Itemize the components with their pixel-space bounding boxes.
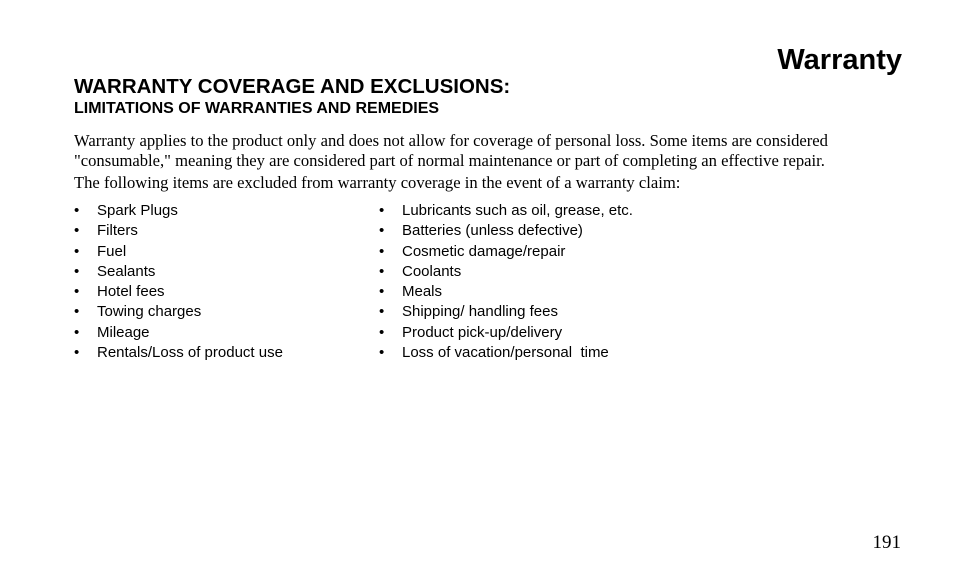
list-item-label: Shipping/ handling fees	[402, 303, 558, 321]
list-item-label: Sealants	[97, 262, 156, 280]
list-item-label: Lubricants such as oil, grease, etc.	[402, 202, 633, 219]
bullet-icon: •	[74, 222, 80, 240]
list-item-label: Product pick-up/delivery	[402, 323, 563, 341]
list-item	[74, 201, 283, 221]
bullet-icon: •	[74, 202, 80, 219]
bullet-icon: •	[379, 262, 385, 280]
list-item	[379, 242, 633, 262]
list-item	[379, 201, 633, 221]
exclusions-list-left	[74, 201, 283, 363]
bullet-icon: •	[379, 303, 385, 321]
list-item-label: Batteries (unless defective)	[402, 222, 583, 240]
list-item	[379, 302, 633, 322]
list-item	[379, 282, 633, 302]
bullet-icon: •	[74, 323, 80, 341]
list-item-label: Hotel fees	[97, 283, 165, 301]
list-item-label: Filters	[97, 222, 138, 240]
bullet-icon: •	[74, 283, 80, 301]
list-item	[74, 242, 283, 262]
list-item	[74, 302, 283, 322]
paragraph-line: "consumable," meaning they are considered part of normal maintenance or part of completing an effective repair.	[74, 151, 825, 170]
bullet-icon: •	[379, 202, 385, 219]
paragraph-exclusions-intro: The following items are excluded from warranty coverage in the event of a warranty claim:	[74, 173, 681, 192]
bullet-icon: •	[379, 283, 385, 301]
list-item-label: Rentals/Loss of product use	[97, 344, 283, 362]
list-item-label: Cosmetic damage/repair	[402, 242, 566, 260]
list-item-label: Meals	[402, 283, 443, 301]
section-title: Warranty	[777, 44, 902, 76]
list-item	[74, 262, 283, 282]
bullet-icon: •	[74, 262, 80, 280]
list-item	[74, 282, 283, 302]
list-item-label: Loss of vacation/personal time	[402, 344, 609, 362]
list-item	[74, 343, 283, 363]
list-item	[379, 323, 633, 343]
paragraph-line: Warranty applies to the product only and does not allow for coverage of personal loss. Some items are considered	[74, 131, 828, 150]
bullet-icon: •	[74, 303, 80, 321]
page-subheading: LIMITATIONS OF WARRANTIES AND REMEDIES	[74, 100, 440, 117]
body-text	[74, 131, 914, 193]
list-item-label: Fuel	[97, 242, 127, 260]
list-item-label: Mileage	[97, 323, 150, 341]
page-number: 191	[872, 532, 901, 553]
list-item-label: Coolants	[402, 262, 462, 280]
bullet-icon: •	[379, 323, 385, 341]
bullet-icon: •	[379, 222, 385, 240]
list-item	[74, 221, 283, 241]
bullet-icon: •	[74, 242, 80, 260]
exclusions-list-right	[379, 201, 633, 363]
list-item	[379, 221, 633, 241]
page-heading: WARRANTY COVERAGE AND EXCLUSIONS:	[74, 75, 511, 98]
bullet-icon: •	[379, 344, 385, 362]
list-item	[379, 343, 633, 363]
bullet-icon: •	[74, 344, 80, 362]
bullet-icon: •	[379, 242, 385, 260]
list-item	[379, 262, 633, 282]
list-item-label: Towing charges	[97, 303, 202, 321]
list-item	[74, 323, 283, 343]
list-item-label: Spark Plugs	[97, 202, 178, 219]
